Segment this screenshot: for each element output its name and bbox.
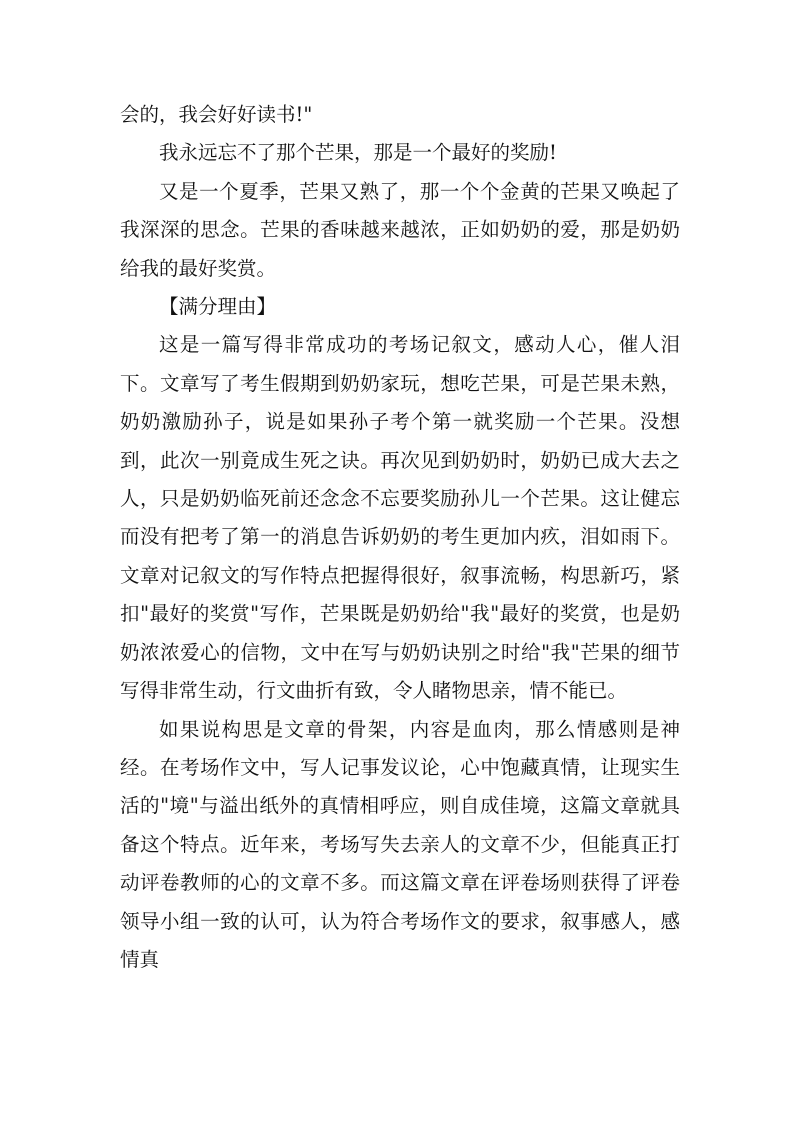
paragraph-3: 又是一个夏季，芒果又熟了，那一个个金黄的芒果又唤起了我深深的思念。芒果的香味越来越浓，正如奶奶的爱，那是奶奶给我的最好奖赏。	[120, 179, 680, 280]
document-page	[120, 96, 680, 979]
paragraph-2: 我永远忘不了那个芒果，那是一个最好的奖励!	[159, 141, 557, 165]
paragraph-1: 会的，我会好好读书!"	[120, 103, 313, 126]
paragraph-5: 如果说构思是文章的骨架，内容是血肉，那么情感则是神经。在考场作文中，写人记事发议论，心中饱藏真情，让现实生活的"境"与溢出纸外的真情相呼应，则自成佳境，这篇文章就具备这个特点。近年来，考场写失去亲人的文章不少，但能真正打动评卷教师的心的文章不多。而这篇文章在评卷场则获得了评卷领导小组一致的认可，认为符合考场作文的要求，叙事感人，感情真	[120, 717, 680, 971]
paragraph-4: 这是一篇写得非常成功的考场记叙文，感动人心，催人泪下。文章写了考生假期到奶奶家玩，想吃芒果，可是芒果未熟，奶奶激励孙子，说是如果孙子考个第一就奖励一个芒果。没想到，此次一别竟成生死之诀。再次见到奶奶时，奶奶已成大去之人，只是奶奶临死前还念念不忘要奖励孙儿一个芒果。这让健忘而没有把考了第一的消息告诉奶奶的考生更加内疚，泪如雨下。文章对记叙文的写作特点把握得很好，叙事流畅，构思新巧，紧扣"最好的奖赏"写作，芒果既是奶奶给"我"最好的奖赏，也是奶奶浓浓爱心的信物，文中在写与奶奶诀别之时给"我"芒果的细节写得非常生动，行文曲折有致，令人睹物思亲，情不能已。	[120, 333, 680, 703]
section-heading: 【满分理由】	[159, 295, 277, 319]
